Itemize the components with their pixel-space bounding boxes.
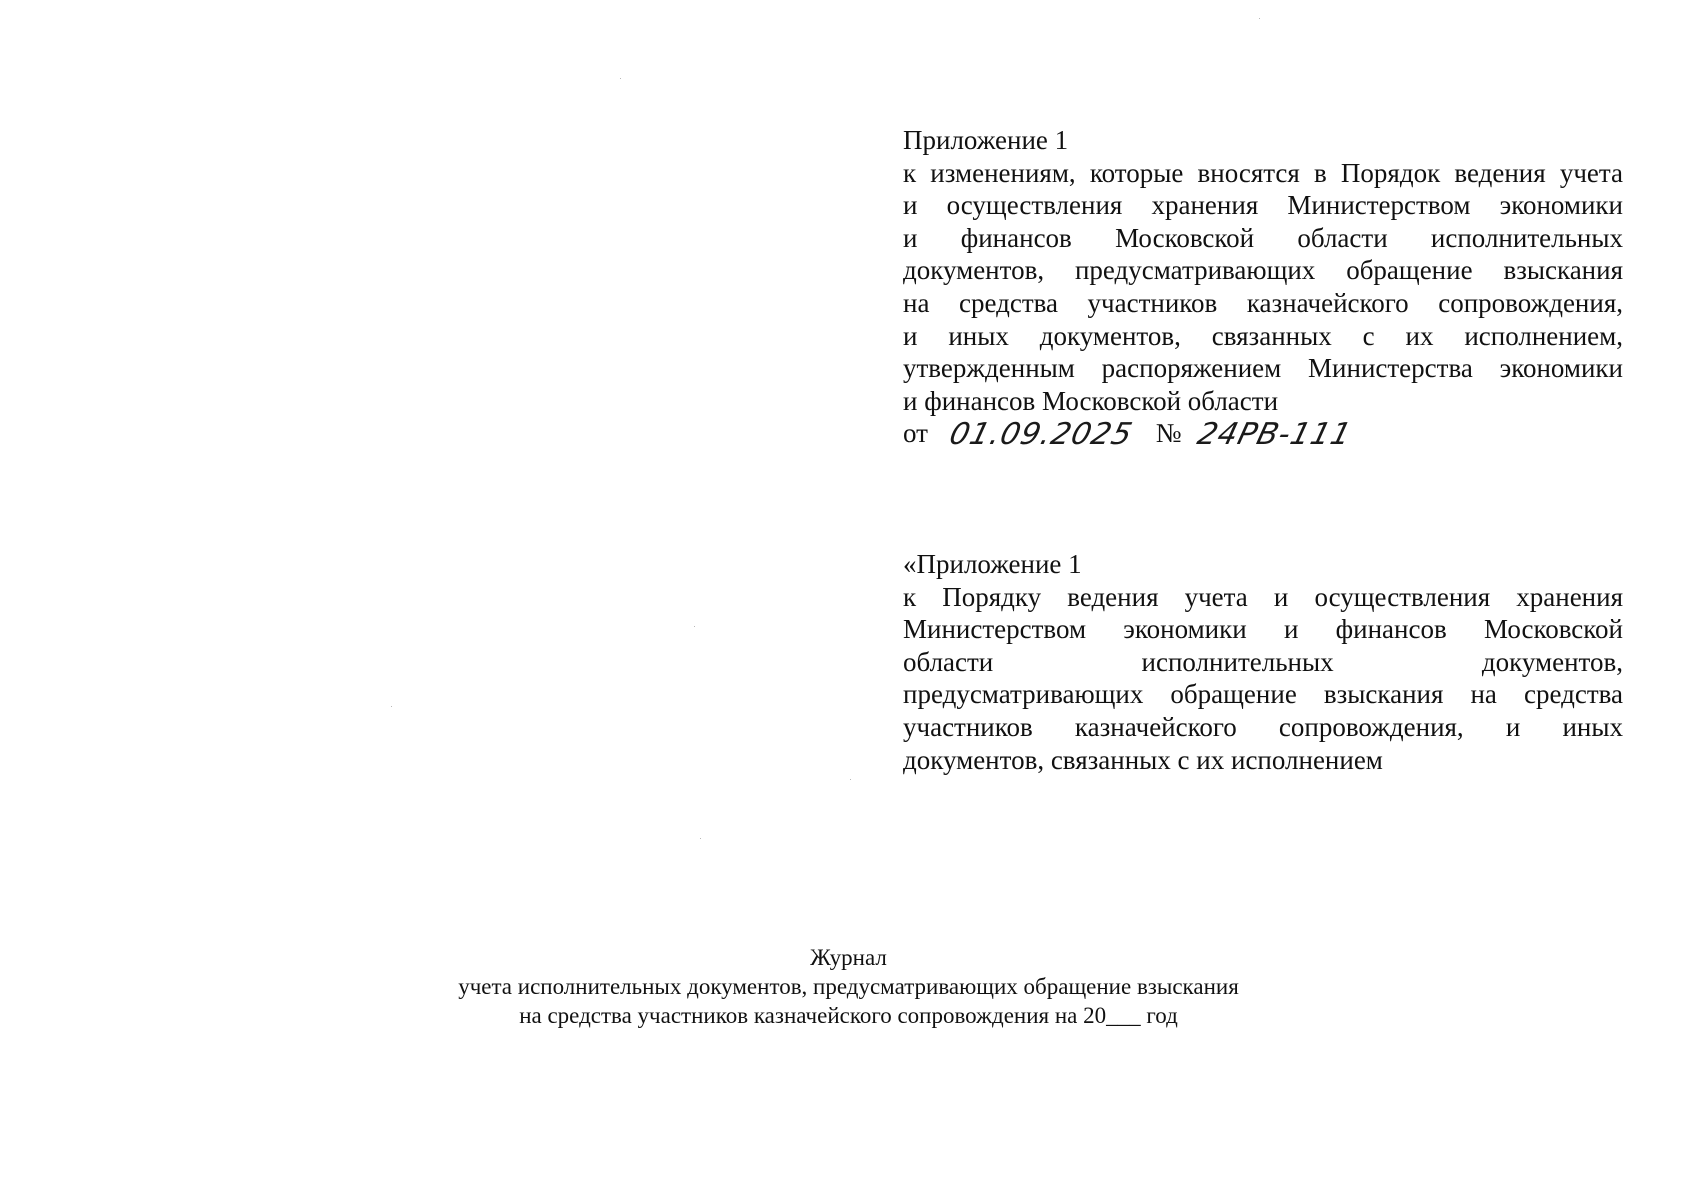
annex-date-number-row xyxy=(903,417,1623,457)
order-text-line: Министерством экономики и финансов Московской xyxy=(903,614,1623,645)
date-prefix: от xyxy=(903,418,928,449)
handwritten-number: 24РВ-111 xyxy=(1193,417,1355,453)
order-text-line: документов, связанных с их исполнением xyxy=(903,744,1383,775)
order-header xyxy=(903,548,1623,776)
journal-subtitle-line: учета исполнительных документов, предусматривающих обращение взыскания xyxy=(458,974,1239,999)
order-title: «Приложение 1 xyxy=(903,549,1082,579)
journal-subtitle-line: на средства участников казначейского сопровождения на 20___ год xyxy=(519,1003,1178,1028)
annex-header xyxy=(903,124,1623,457)
scan-speck xyxy=(850,779,851,780)
annex-title: Приложение 1 xyxy=(903,125,1069,155)
annex-text-line: и финансов Московской области исполнительных xyxy=(903,222,1623,253)
number-sign: № xyxy=(1155,418,1182,449)
scan-speck xyxy=(391,706,392,707)
scan-speck xyxy=(1259,18,1260,19)
annex-text-line: и иных документов, связанных с их исполнением, xyxy=(903,320,1623,351)
annex-text-line: утвержденным распоряжением Министерства экономики xyxy=(903,353,1623,384)
order-text-line: к Порядку ведения учета и осуществления хранения xyxy=(903,581,1623,612)
order-text-line: предусматривающих обращение взыскания на средства xyxy=(903,679,1623,710)
annex-text-line: и осуществления хранения Министерством экономики xyxy=(903,190,1623,221)
annex-text-line: на средства участников казначейского сопровождения, xyxy=(903,287,1623,318)
scan-speck xyxy=(620,78,621,79)
annex-text-line: к изменениям, которые вносятся в Порядок ведения учета xyxy=(903,157,1623,188)
scan-speck xyxy=(694,626,695,627)
annex-text-line: документов, предусматривающих обращение взыскания xyxy=(903,255,1623,286)
scan-speck xyxy=(700,838,701,839)
annex-text-line: и финансов Московской области xyxy=(903,385,1279,416)
journal-title: Журнал xyxy=(810,945,887,970)
order-text-line: области исполнительных документов, xyxy=(903,646,1623,677)
journal-heading xyxy=(0,943,1697,1030)
order-text-line: участников казначейского сопровождения, и иных xyxy=(903,711,1623,742)
handwritten-date: 01.09.2025 xyxy=(945,417,1137,453)
